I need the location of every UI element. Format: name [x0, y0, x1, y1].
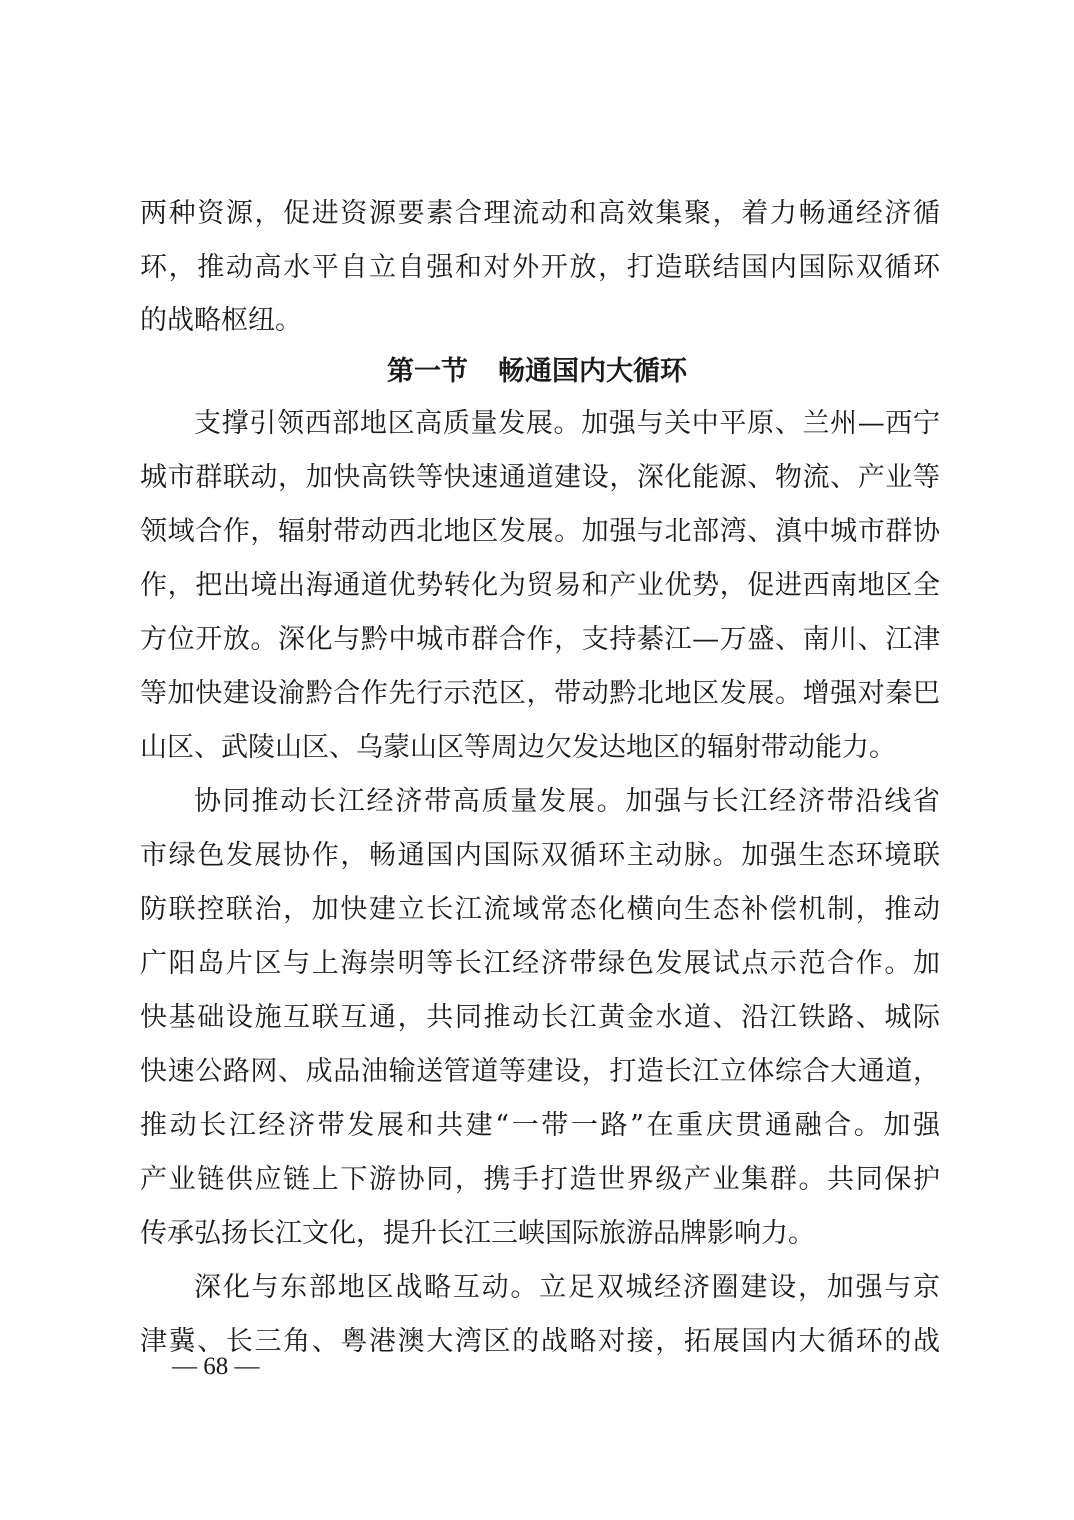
paragraph-1-line-6: 等加快建设渝黔合作先行示范区，带动黔北地区发展。增强对秦巴 — [140, 678, 940, 709]
section-title: 畅通国内大循环 — [498, 356, 687, 387]
intro-line-2: 环，推动高水平自立自强和对外开放，打造联结国内国际双循环 — [140, 252, 940, 283]
paragraph-2-line-3: 防联控联治，加快建立长江流域常态化横向生态补偿机制，推动 — [140, 894, 940, 925]
paragraph-2-line-1: 协同推动长江经济带高质量发展。加强与长江经济带沿线省 — [194, 786, 940, 817]
page-number: — 68 — — [172, 1353, 260, 1380]
intro-line-1: 两种资源，促进资源要素合理流动和高效集聚，着力畅通经济循 — [140, 198, 940, 229]
paragraph-2-line-2: 市绿色发展协作，畅通国内国际双循环主动脉。加强生态环境联 — [140, 840, 940, 871]
paragraph-1-line-3: 领域合作，辐射带动西北地区发展。加强与北部湾、滇中城市群协 — [140, 516, 940, 547]
paragraph-2-line-6: 快速公路网、成品油输送管道等建设，打造长江立体综合大通道， — [140, 1056, 940, 1087]
paragraph-2-line-4: 广阳岛片区与上海崇明等长江经济带绿色发展试点示范合作。加 — [140, 948, 940, 979]
paragraph-1-line-2: 城市群联动，加快高铁等快速通道建设，深化能源、物流、产业等 — [140, 462, 940, 493]
paragraph-1-line-7: 山区、武陵山区、乌蒙山区等周边欠发达地区的辐射带动能力。 — [140, 732, 896, 763]
paragraph-2-line-8: 产业链供应链上下游协同，携手打造世界级产业集群。共同保护 — [140, 1164, 940, 1195]
paragraph-2-line-5: 快基础设施互联互通，共同推动长江黄金水道、沿江铁路、城际 — [140, 1002, 940, 1033]
paragraph-3-line-1: 深化与东部地区战略互动。立足双城经济圈建设，加强与京 — [194, 1272, 940, 1303]
paragraph-1-line-4: 作，把出境出海通道优势转化为贸易和产业优势，促进西南地区全 — [140, 570, 940, 601]
paragraph-1-line-1: 支撑引领西部地区高质量发展。加强与关中平原、兰州—西宁 — [194, 408, 940, 439]
section-heading — [0, 356, 1074, 388]
intro-line-3: 的战略枢纽。 — [140, 305, 302, 336]
paragraph-2-line-9: 传承弘扬长江文化，提升长江三峡国际旅游品牌影响力。 — [140, 1218, 815, 1249]
paragraph-3-line-2: 津冀、长三角、粤港澳大湾区的战略对接，拓展国内大循环的战 — [140, 1326, 940, 1357]
paragraph-1-line-5: 方位开放。深化与黔中城市群合作，支持綦江—万盛、南川、江津 — [140, 624, 940, 655]
section-number: 第一节 — [387, 356, 468, 387]
paragraph-2-line-7: 推动长江经济带发展和共建“一带一路”在重庆贯通融合。加强 — [140, 1110, 940, 1141]
